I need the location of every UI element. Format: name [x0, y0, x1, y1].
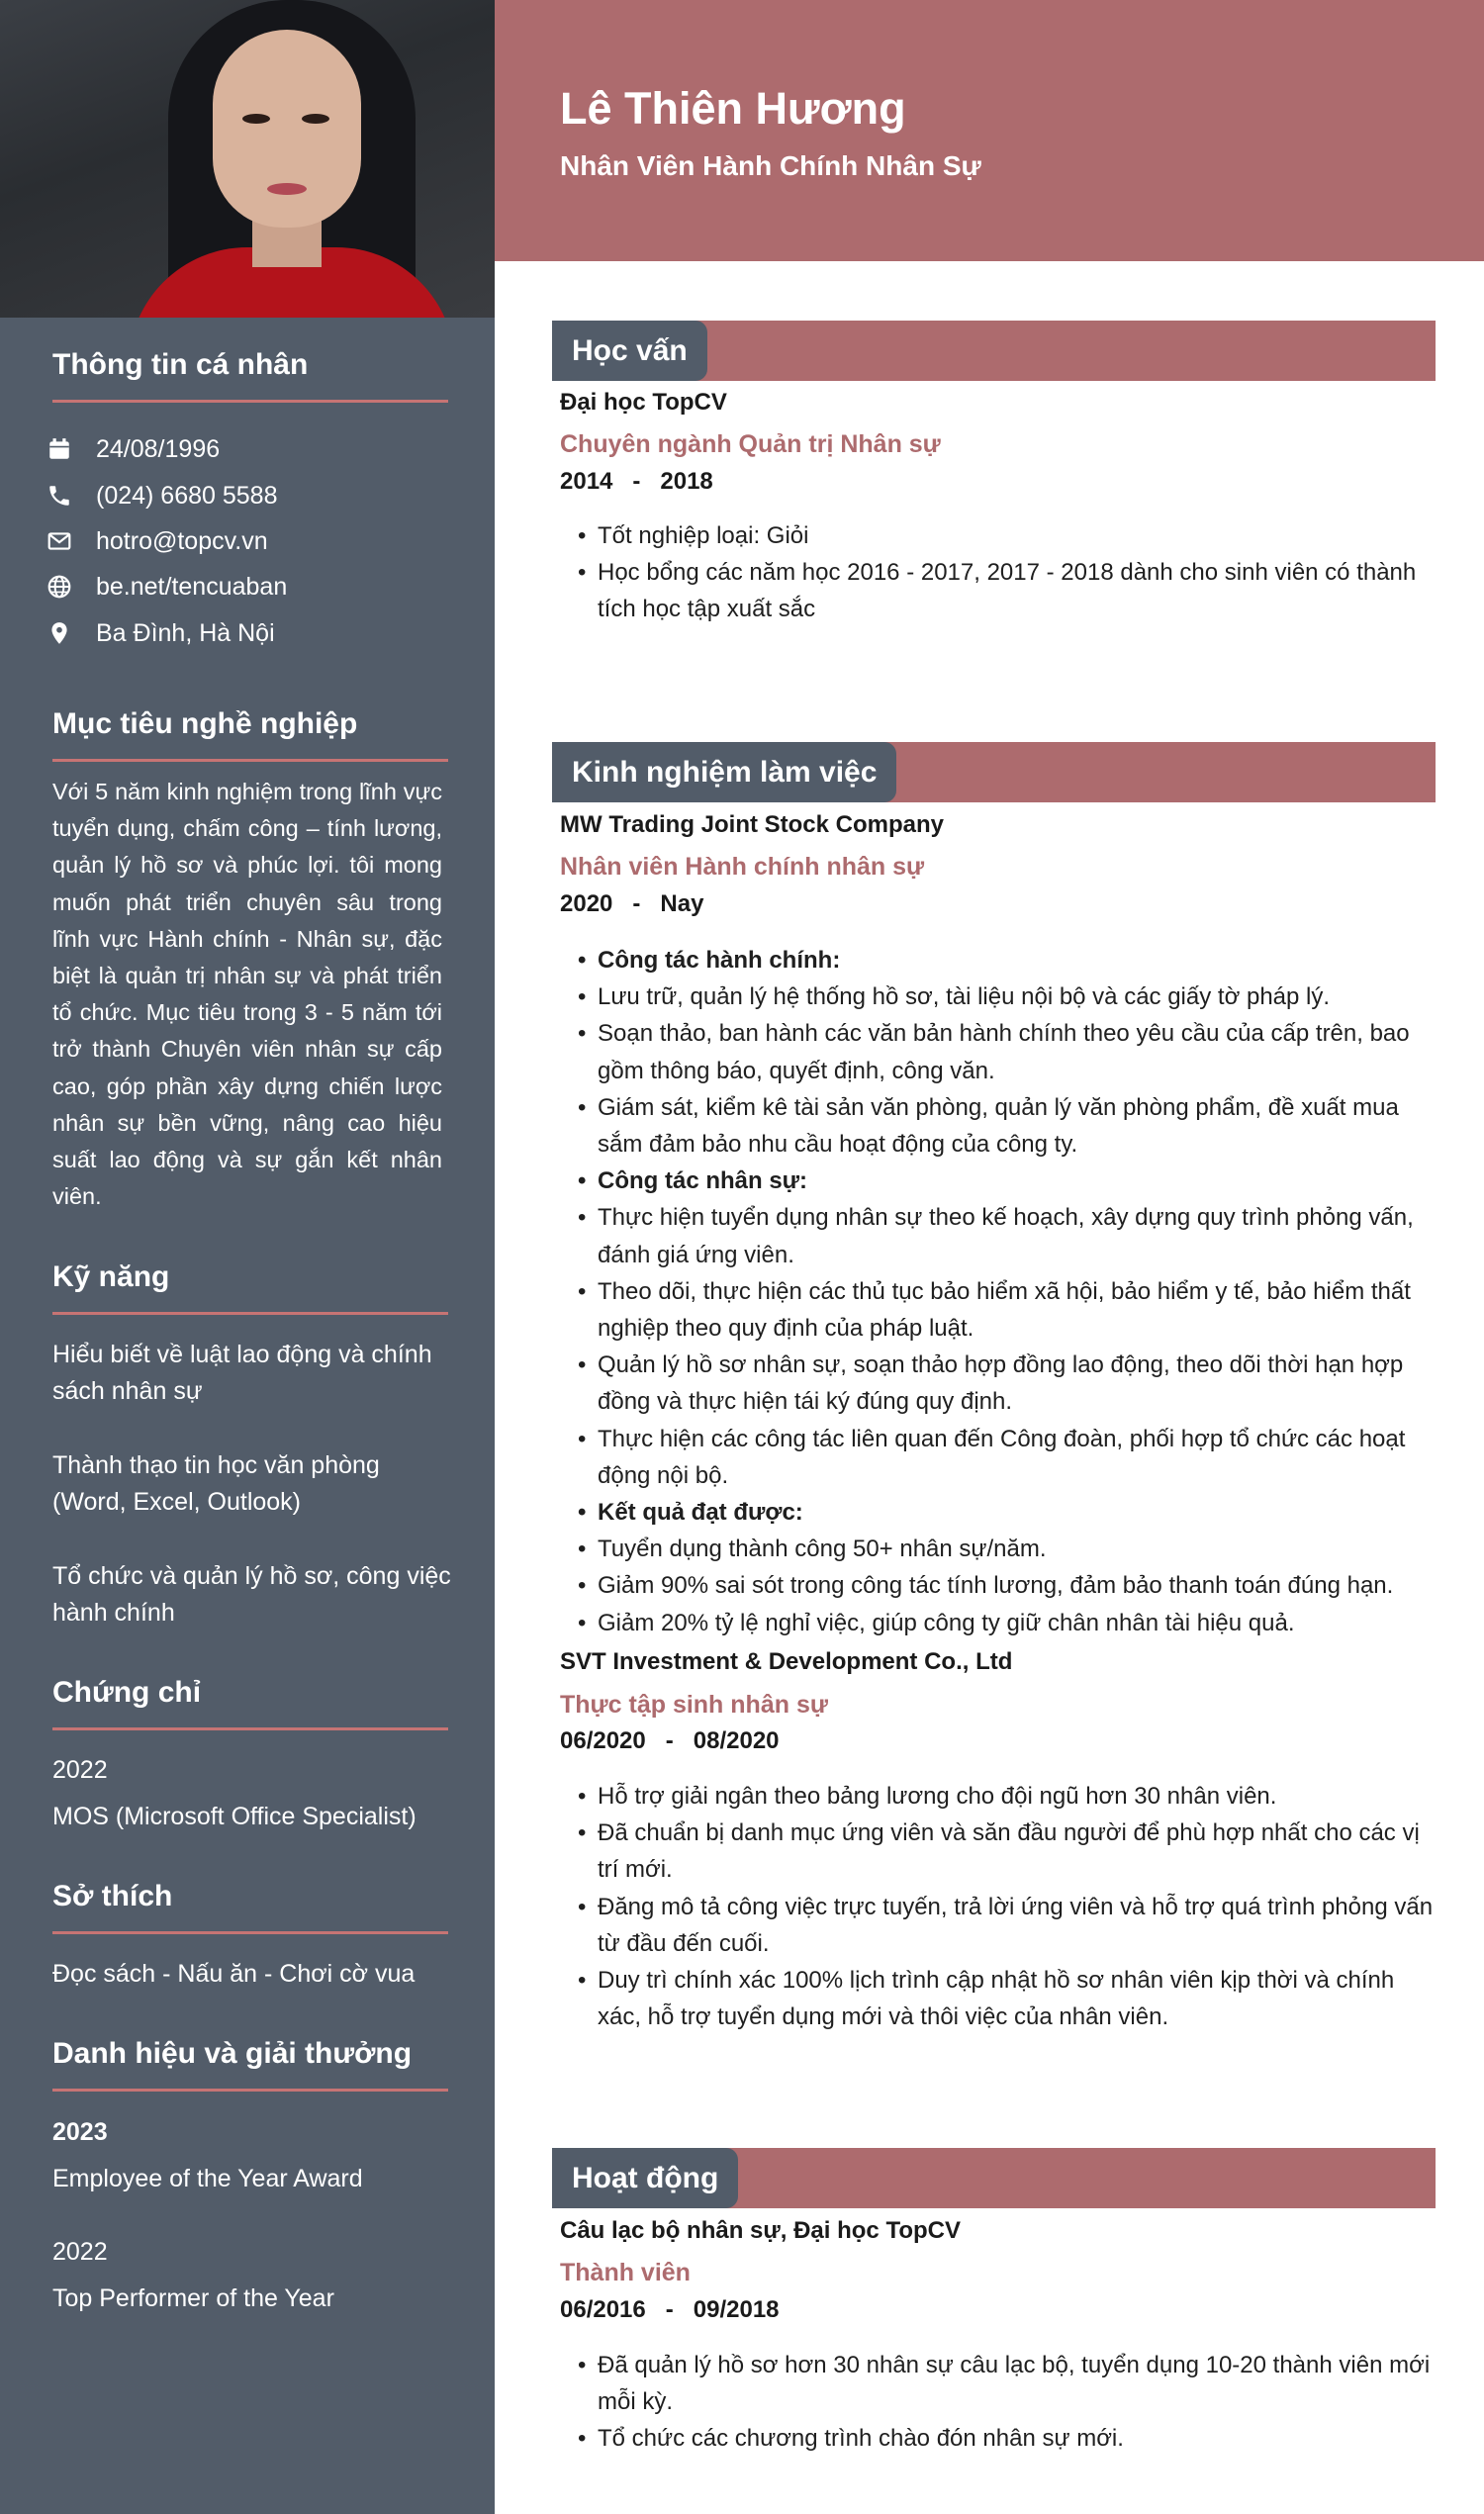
end-date: 08/2020	[693, 1727, 780, 1754]
start-date: 06/2020	[560, 1727, 646, 1754]
education-header	[552, 321, 1436, 381]
job-role: Nhân viên Hành chính nhân sự	[560, 853, 925, 881]
globe-icon	[45, 572, 74, 602]
list-item: • Công tác nhân sự:	[578, 1163, 1437, 1199]
hobbies-section	[52, 1876, 448, 1934]
phone-text: (024) 6680 5588	[96, 481, 278, 510]
profile-photo	[0, 0, 495, 318]
list-item: • Đã quản lý hồ sơ hơn 30 nhân sự câu lạc bộ, tuyển dụng 10-20 thành viên mới mỗi kỳ.	[578, 2347, 1437, 2420]
job-role: Thực tập sinh nhân sự	[560, 1691, 828, 1719]
website-text: be.net/tencuaban	[96, 572, 288, 601]
email-text: hotro@topcv.vn	[96, 526, 268, 555]
list-item: • Giám sát, kiểm kê tài sản văn phòng, quản lý văn phòng phẩm, đề xuất mua sắm đảm bảo nhu cầu hoạt động của công ty.	[578, 1089, 1437, 1163]
skill-item: Thành thạo tin học văn phòng (Word, Excel, Outlook)	[52, 1451, 380, 1516]
company-name: SVT Investment & Development Co., Ltd	[560, 1648, 1013, 1675]
start-date: 2020	[560, 890, 613, 917]
education-dates: 2014 - 2018	[560, 468, 713, 495]
major: Chuyên ngành Quản trị Nhân sự	[560, 430, 941, 458]
list-item: • Đã chuẩn bị danh mục ứng viên và săn đầu người để phù hợp nhất cho các vị trí mới.	[578, 1815, 1437, 1888]
section-title: Thông tin cá nhân	[52, 348, 309, 381]
list-item: • Quản lý hồ sơ nhân sự, soạn thảo hợp đồng lao động, theo dõi thời hạn hợp đồng và thực hiện tái ký đúng quy định.	[578, 1347, 1437, 1420]
section-title: Mục tiêu nghề nghiệp	[52, 707, 358, 740]
list-item: • Thực hiện tuyển dụng nhân sự theo kế hoạch, xây dựng quy trình phỏng vấn, đánh giá ứng viên.	[578, 1199, 1437, 1272]
organization-name: Câu lạc bộ nhân sự, Đại học TopCV	[560, 2217, 961, 2244]
activity-role: Thành viên	[560, 2259, 691, 2286]
activity-dates: 06/2016 - 09/2018	[560, 2296, 780, 2323]
list-item: • Đăng mô tả công việc trực tuyến, trả lời ứng viên và hỗ trợ quá trình phỏng vấn từ đầu đến cuối.	[578, 1889, 1437, 1962]
list-item: • Lưu trữ, quản lý hệ thống hồ sơ, tài liệu nội bộ và các giấy tờ pháp lý.	[578, 978, 1437, 1015]
candidate-name: Lê Thiên Hương	[560, 83, 906, 134]
activities-header	[552, 2148, 1436, 2208]
sidebar	[0, 0, 495, 2514]
skill-item: Hiểu biết về luật lao động và chính sách nhân sự	[52, 1341, 432, 1405]
job-dates: 2020 - Nay	[560, 890, 704, 917]
location-pin-icon	[45, 618, 74, 648]
award-name: Top Performer of the Year	[52, 2284, 334, 2312]
list-item: • Học bổng các năm học 2016 - 2017, 2017 - 2018 dành cho sinh viên có thành tích học tập xuất sắc	[578, 554, 1437, 627]
section-title: Sở thích	[52, 1880, 173, 1912]
divider	[52, 2089, 448, 2092]
list-item: • Tốt nghiệp loại: Giỏi	[578, 517, 1437, 554]
mail-icon	[45, 526, 74, 556]
address-text: Ba Đình, Hà Nội	[96, 618, 275, 647]
birthday-row	[45, 434, 220, 464]
section-title: Chứng chỉ	[52, 1676, 202, 1709]
certificates-section	[52, 1672, 448, 1730]
award-name: Employee of the Year Award	[52, 2165, 363, 2192]
list-item: • Kết quả đạt được:	[578, 1494, 1437, 1531]
divider	[52, 759, 448, 762]
certificate-name: MOS (Microsoft Office Specialist)	[52, 1803, 417, 1830]
awards-section	[52, 2033, 448, 2092]
certificate-year: 2022	[52, 1756, 108, 1784]
list-item: • Giảm 90% sai sót trong công tác tính lương, đảm bảo thanh toán đúng hạn.	[578, 1567, 1437, 1604]
birthday-text: 24/08/1996	[96, 434, 221, 463]
list-item: • Soạn thảo, ban hành các văn bản hành chính theo yêu cầu của cấp trên, bao gồm thông báo, quyết định, công văn.	[578, 1015, 1437, 1088]
start-date: 2014	[560, 468, 613, 495]
skills-section	[52, 1257, 448, 1315]
section-title: Danh hiệu và giải thưởng	[52, 2037, 413, 2070]
skill-item: Tổ chức và quản lý hồ sơ, công việc hành chính	[52, 1562, 451, 1627]
list-item: • Hỗ trợ giải ngân theo bảng lương cho đội ngũ hơn 30 nhân viên.	[578, 1778, 1437, 1815]
award-year: 2022	[52, 2238, 108, 2266]
hobbies-text: Đọc sách - Nấu ăn - Chơi cờ vua	[52, 1960, 416, 1988]
email-row	[45, 526, 268, 556]
section-title: Kỹ năng	[52, 1260, 170, 1293]
job-bullets	[578, 942, 1437, 1641]
activity-bullets	[578, 2347, 1437, 2458]
divider	[52, 400, 448, 403]
phone-row	[45, 481, 277, 511]
award-year: 2023	[52, 2118, 108, 2146]
divider	[52, 1312, 448, 1315]
company-name: MW Trading Joint Stock Company	[560, 811, 945, 838]
phone-icon	[45, 481, 74, 511]
section-title: Kinh nghiệm làm việc	[552, 742, 896, 802]
list-item: • Tuyển dụng thành công 50+ nhân sự/năm.	[578, 1531, 1437, 1567]
divider	[52, 1727, 448, 1730]
objective-text: Với 5 năm kinh nghiệm trong lĩnh vực tuyển dụng, chấm công – tính lương, quản lý hồ sơ và phúc lợi. tôi mong muốn phát triển chuyên sâu trong lĩnh vực Hành chính - Nhân sự, đặc biệt là quản trị nhân sự và phát triển tổ chức. Mục tiêu trong 3 - 5 năm tới trở thành Chuyên viên nhân sự cấp cao, góp phần xây dựng chiến lược nhân sự bền vững, nâng cao hiệu suất lao động và sự gắn kết nhân viên.	[52, 779, 442, 1210]
website-row	[45, 572, 287, 602]
list-item: • Công tác hành chính:	[578, 942, 1437, 978]
job-dates: 06/2020 - 08/2020	[560, 1727, 780, 1754]
list-item: • Theo dõi, thực hiện các thủ tục bảo hiểm xã hội, bảo hiểm y tế, bảo hiểm thất nghiệp theo quy định của pháp luật.	[578, 1273, 1437, 1347]
job-bullets	[578, 1778, 1437, 2035]
section-title: Hoạt động	[552, 2148, 738, 2208]
personal-info-section	[52, 344, 448, 403]
list-item: • Duy trì chính xác 100% lịch trình cập nhật hồ sơ nhân viên kịp thời và chính xác, hỗ trợ tuyển dụng mới và thôi việc của nhân viên.	[578, 1962, 1437, 2035]
education-bullets	[578, 517, 1437, 628]
school-name: Đại học TopCV	[560, 389, 727, 416]
list-item: • Giảm 20% tỷ lệ nghỉ việc, giúp công ty giữ chân nhân tài hiệu quả.	[578, 1605, 1437, 1641]
start-date: 06/2016	[560, 2296, 646, 2323]
end-date: 09/2018	[693, 2296, 780, 2323]
section-title: Học vấn	[552, 321, 707, 381]
objective-section	[52, 703, 448, 762]
experience-header	[552, 742, 1436, 802]
divider	[52, 1931, 448, 1934]
end-date: 2018	[660, 468, 713, 495]
end-date: Nay	[660, 890, 704, 917]
list-item: • Tổ chức các chương trình chào đón nhân sự mới.	[578, 2420, 1437, 2457]
address-row	[45, 618, 275, 648]
calendar-icon	[45, 434, 74, 464]
candidate-title: Nhân Viên Hành Chính Nhân Sự	[560, 150, 981, 181]
list-item: • Thực hiện các công tác liên quan đến Công đoàn, phối hợp tổ chức các hoạt động nội bộ.	[578, 1421, 1437, 1494]
